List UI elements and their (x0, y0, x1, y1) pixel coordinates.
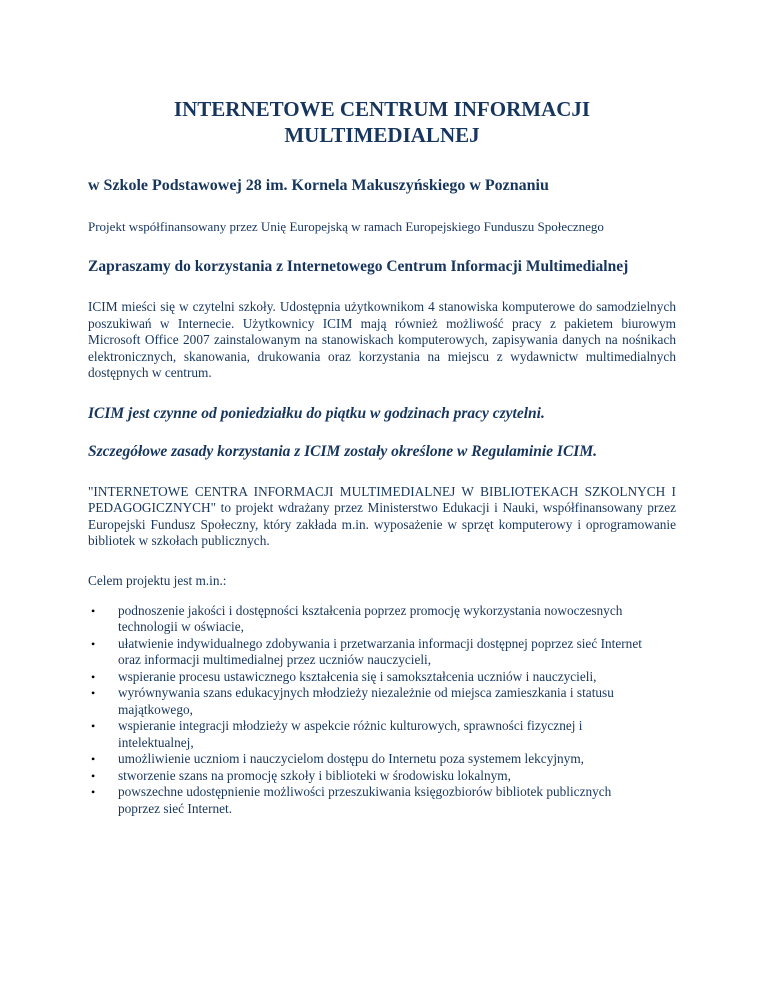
list-item-text: wspieranie integracji młodzieży w aspekcie różnic kulturowych, sprawności fizycznej i intelektualnej, (118, 718, 583, 750)
list-item (91, 635, 648, 669)
bullet-icon: • (91, 603, 96, 618)
bullet-icon: • (91, 719, 96, 733)
list-item (91, 784, 648, 817)
cofunding-note: Projekt współfinansowany przez Unię Europejską w ramach Europejskiego Funduszu Społecznego (88, 219, 604, 234)
bullet-icon: • (91, 785, 96, 799)
goals-list (88, 603, 676, 818)
bullet-icon: • (91, 768, 96, 783)
list-item (91, 767, 648, 785)
opening-hours-notice: ICIM jest czynne od poniedziałku do piątku w godzinach pracy czytelni. (88, 404, 545, 422)
invitation-heading: Zapraszamy do korzystania z Internetowego Centrum Informacji Multimedialnej (88, 258, 629, 275)
bullet-icon: • (91, 636, 96, 651)
bullet-icon: • (91, 686, 96, 700)
project-info-paragraph: "INTERNETOWE CENTRA INFORMACJI MULTIMEDIALNEJ W BIBLIOTEKACH SZKOLNYCH I PEDAGOGICZNYCH" to projekt wdrażany przez Ministerstwo Edukacji i Nauki, współfinansowany przez Europejski Fundusz Społeczny, który zakłada m.in. wyposażenie w sprzęt komputerowy i oprogramowanie bibliotek w szkołach publicznych. (88, 483, 676, 548)
list-item (91, 718, 648, 751)
page-title (88, 96, 676, 148)
list-item-text: podnoszenie jakości i dostępności kształcenia poprzez promocję wykorzystania nowoczesnych technologii w oświacie, (118, 602, 623, 634)
document-page (88, 0, 676, 817)
list-item-text: umożliwienie uczniom i nauczycielom dostępu do Internetu poza systemem lekcyjnym, (118, 751, 584, 766)
rules-notice: Szczegółowe zasady korzystania z ICIM zostały określone w Regulaminie ICIM. (88, 442, 597, 460)
list-item-text: powszechne udostępnienie możliwości przeszukiwania księgozbiorów bibliotek publicznych poprzez sieć Internet. (118, 784, 612, 816)
list-item-text: wyrównywania szans edukacyjnych młodzieży niezależnie od miejsca zamieszkania i statusu majątkowego, (118, 685, 614, 717)
list-item (91, 602, 648, 636)
bullet-icon: • (91, 752, 96, 766)
list-item-text: ułatwienie indywidualnego zdobywania i przetwarzania informacji dostępnej poprzez sieć Internet oraz informacji multimedialnej przez uczniów nauczycieli, (118, 635, 642, 667)
list-item (91, 668, 648, 686)
description-paragraph: ICIM mieści się w czytelni szkoły. Udostępnia użytkownikom 4 stanowiska komputerowe do samodzielnych poszukiwań w Internecie. Użytkownicy ICIM mają również możliwość pracy z pakietem biurowym Microsoft Office 2007 zainstalowanym na stanowiskach komputerowych, zapisywania danych na nośnikach elektronicznych, skanowania, drukowania oraz korzystania na miejscu z wydawnictw multimedialnych dostępnych w centrum. (88, 299, 676, 380)
list-item-text: stworzenie szans na promocję szkoły i biblioteki w środowisku lokalnym, (118, 767, 511, 783)
list-item (91, 685, 648, 718)
goals-intro: Celem projektu jest m.in.: (88, 572, 227, 588)
school-subtitle: w Szkole Podstawowej 28 im. Kornela Makuszyńskiego w Poznaniu (88, 177, 549, 194)
list-item (91, 751, 648, 768)
title-line-1: INTERNETOWE CENTRUM INFORMACJI (173, 97, 591, 121)
bullet-icon: • (91, 669, 96, 684)
list-item-text: wspieranie procesu ustawicznego kształcenia się i samokształcenia uczniów i nauczycieli, (118, 668, 597, 684)
title-line-2: MULTIMEDIALNEJ (284, 123, 480, 147)
